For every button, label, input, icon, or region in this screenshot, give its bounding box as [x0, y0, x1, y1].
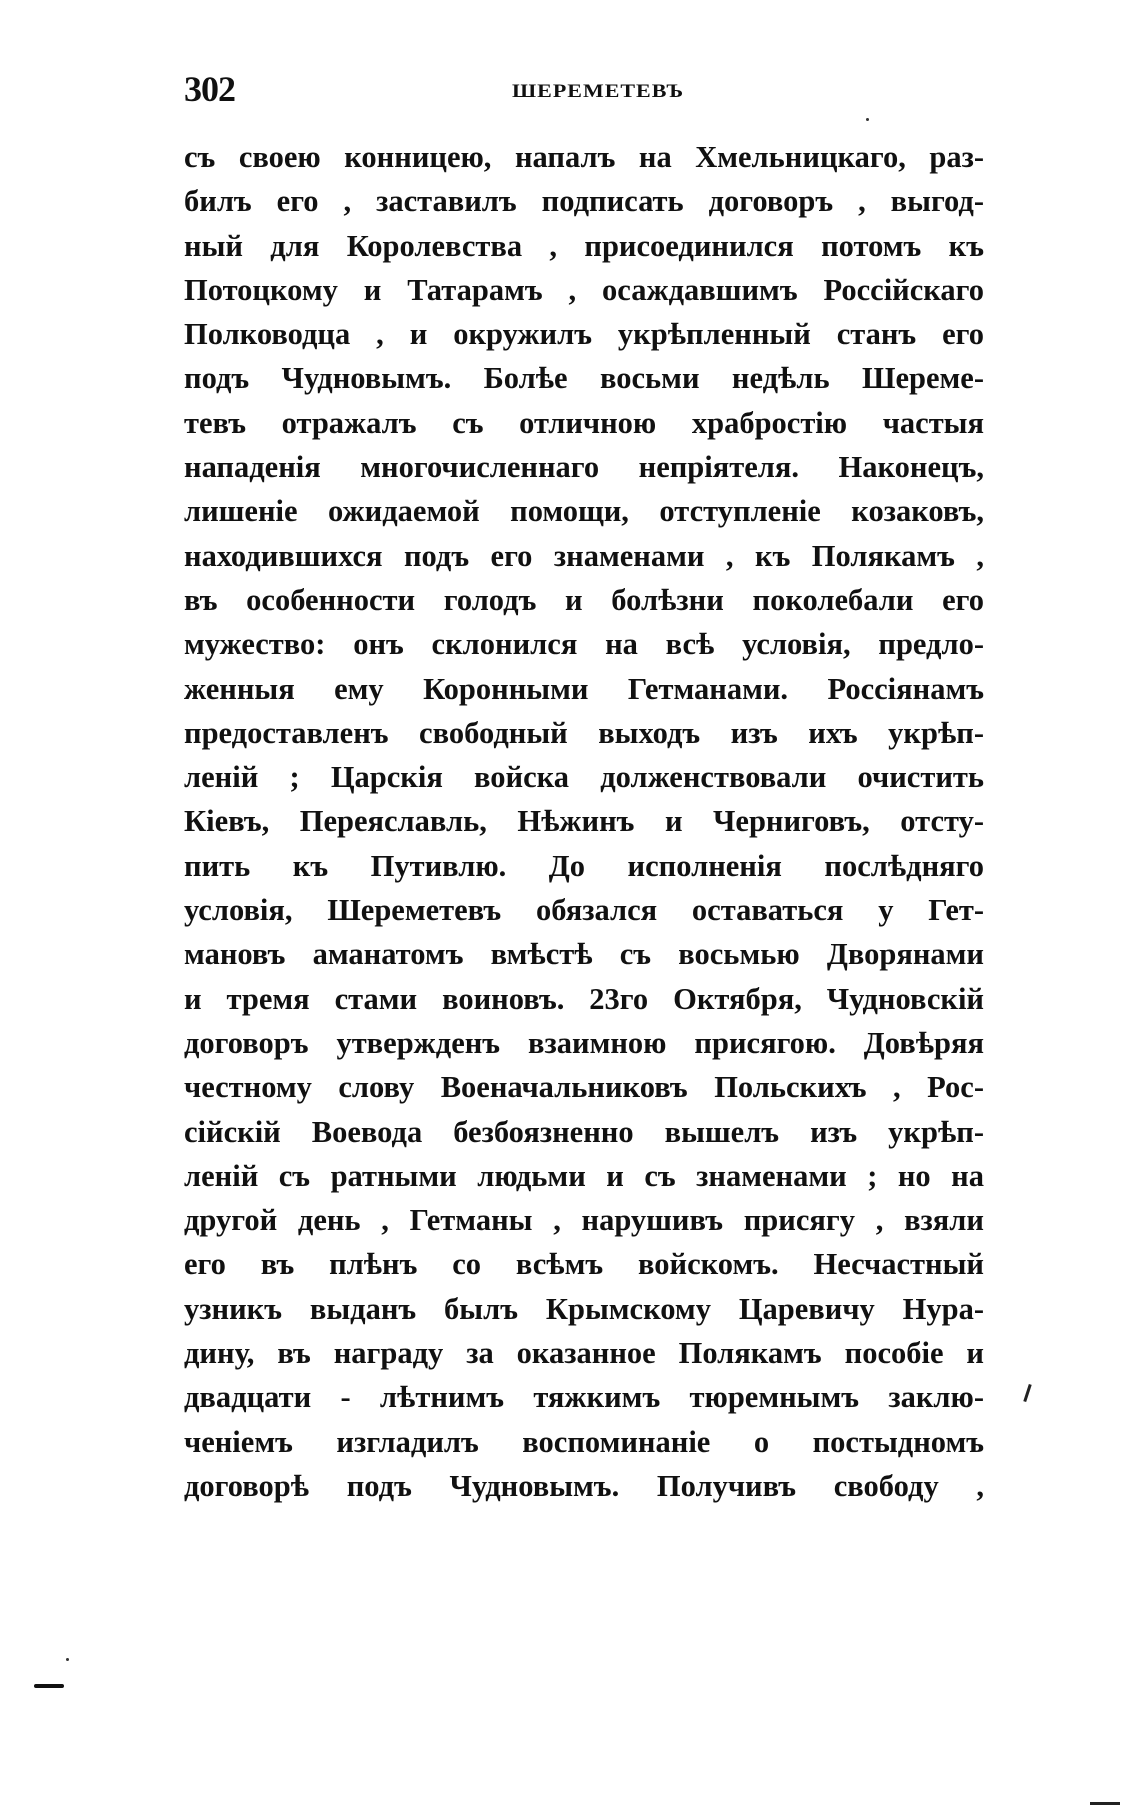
running-title: ШЕРЕМЕТЕВЪ	[512, 79, 685, 102]
text-line: съ своею конницею, напалъ на Хмельницкаго, раз-	[184, 140, 984, 174]
text-line: въ особенности голодъ и болѣзни поколебали его	[184, 582, 984, 617]
text-line: лишеніе ожидаемой помощи, отступленіе козаковъ,	[184, 494, 984, 529]
scan-edge-mark	[34, 1684, 64, 1688]
text-line: ный для Королевства , присоединился потомъ къ	[184, 228, 984, 263]
page-number: 302	[184, 69, 235, 109]
page-header	[184, 68, 984, 118]
body-text	[184, 135, 984, 1508]
text-line: находившихся подъ его знаменами , къ Полякамъ ,	[184, 538, 984, 573]
text-line: другой день , Гетманы , нарушивъ присягу , взяли	[184, 1203, 984, 1238]
text-line: леній съ ратными людьми и съ знаменами ; но на	[184, 1158, 984, 1193]
text-line: предоставленъ свободный выходъ изъ ихъ укрѣп-	[184, 715, 984, 750]
text-line: дину, въ награду за оказанное Полякамъ пособіе и	[184, 1336, 984, 1371]
text-line: ченіемъ изгладилъ воспоминаніе о постыдномъ	[184, 1424, 984, 1459]
scan-speck	[66, 1658, 69, 1661]
text-line: леній ; Царскія войска долженствовали очистить	[184, 760, 984, 795]
text-line: женныя ему Коронными Гетманами. Россіянамъ	[184, 671, 984, 706]
scan-speck	[866, 118, 869, 121]
text-line: Полководца , и окружилъ укрѣпленный станъ его	[184, 317, 984, 352]
text-line: Потоцкому и Татарамъ , осаждавшимъ Россійскаго	[184, 272, 984, 307]
text-line: мужество: онъ склонился на всѣ условія, предло-	[184, 627, 984, 662]
text-line: договорѣ подъ Чудновымъ. Получивъ свободу ,	[184, 1468, 984, 1503]
text-line: его въ плѣнъ со всѣмъ войскомъ. Несчастный	[184, 1247, 984, 1282]
text-line: пить къ Путивлю. До исполненія послѣдняго	[184, 848, 984, 883]
text-line: Кіевъ, Переяславль, Нѣжинъ и Черниговъ, отсту-	[184, 804, 984, 839]
text-line: договоръ утвержденъ взаимною присягою. Довѣряя	[184, 1025, 984, 1060]
scan-edge-mark	[1090, 1802, 1120, 1805]
text-line: нападенія многочисленнаго непріятеля. Наконецъ,	[184, 450, 984, 485]
scan-speck	[1023, 1384, 1031, 1402]
text-line: и тремя стами воиновъ. 23го Октября, Чудновскій	[184, 981, 984, 1016]
text-line: мановъ аманатомъ вмѣстѣ съ восьмью Дворянами	[184, 937, 984, 972]
text-line: узникъ выданъ былъ Крымскому Царевичу Нура-	[184, 1291, 984, 1326]
text-line: честному слову Военачальниковъ Польскихъ , Рос-	[184, 1070, 984, 1105]
text-line: билъ его , заставилъ подписать договоръ , выгод-	[184, 184, 984, 219]
text-line: сійскій Воевода безбоязненно вышелъ изъ укрѣп-	[184, 1114, 984, 1149]
text-line: тевъ отражалъ съ отличною храбростію частыя	[184, 405, 984, 440]
text-line: подъ Чудновымъ. Болѣе восьми недѣль Шереме-	[184, 361, 984, 396]
text-line: двадцати - лѣтнимъ тяжкимъ тюремнымъ заклю-	[184, 1380, 984, 1415]
text-line: условія, Шереметевъ обязался оставаться у Гет-	[184, 893, 984, 928]
